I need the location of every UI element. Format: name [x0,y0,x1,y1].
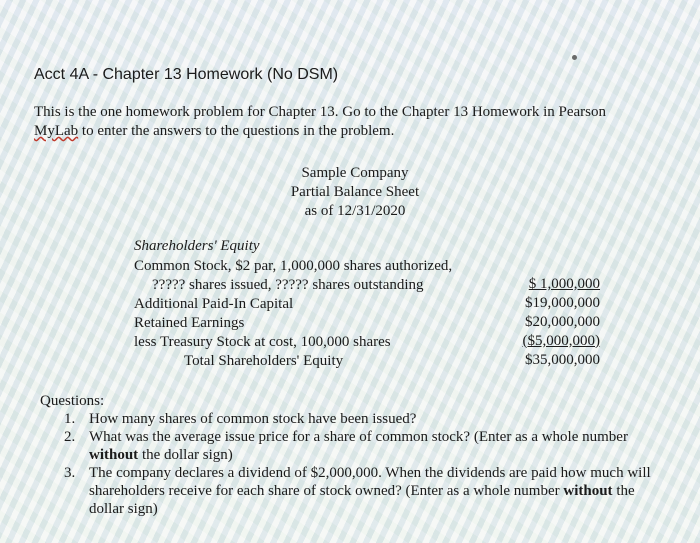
question-number: 1. [64,411,76,427]
equity-heading: Shareholders' Equity [134,238,260,254]
speck-mark [572,55,577,60]
amount-apic: $19,000,000 [525,295,600,311]
question-text-part: The company declares a dividend of $2,000,000. When the dividends are paid how much will shareholders receive for each share of stock owned? (Enter as a whole number [89,465,651,499]
intro-line-1: This is the one homework problem for Chapter 13. Go to the Chapter 13 Homework in Pearson [34,104,606,120]
amount-retained-earnings: $20,000,000 [525,314,600,330]
page-title: Acct 4A - Chapter 13 Homework (No DSM) [34,66,339,83]
company-name: Sample Company [301,165,409,181]
question-3 [64,464,664,518]
question-text-part: the dollar sign) [89,483,635,517]
equity-row-retained-earnings: Retained Earnings [134,315,245,331]
equity-row-shares-issued: ????? shares issued, ????? shares outstanding [152,277,424,293]
equity-row-apic: Additional Paid-In Capital [134,296,294,312]
question-text [89,464,664,518]
mylab-link-text: MyLab [34,123,79,139]
question-1 [64,410,664,428]
equity-row-total: Total Shareholders' Equity [184,353,344,369]
question-text-part: the dollar sign) [138,447,233,463]
question-2 [64,428,664,464]
intro-line-2 [34,122,606,141]
intro-line-2-rest: to enter the answers to the questions in the problem. [78,123,395,139]
amount-common-stock: $ 1,000,000 [528,276,600,292]
question-text-bold: without [89,447,139,463]
questions-title: Questions: [40,393,105,409]
intro-paragraph [34,103,606,141]
question-number: 3. [64,465,76,481]
question-number: 2. [64,429,76,445]
equity-row-treasury-stock: less Treasury Stock at cost, 100,000 shares [134,334,391,350]
amount-total-equity: $35,000,000 [525,352,600,368]
statement-date: as of 12/31/2020 [304,203,406,219]
question-text [89,428,664,464]
statement-name: Partial Balance Sheet [290,184,420,200]
question-text-part: What was the average issue price for a share of common stock? (Enter as a whole number [89,429,628,445]
question-text-part: How many shares of common stock have been issued? [89,411,417,427]
question-text-bold: without [563,483,613,499]
question-text [89,410,664,428]
equity-row-common-stock: Common Stock, $2 par, 1,000,000 shares authorized, [134,258,453,274]
amount-treasury-stock: ($5,000,000) [522,333,600,349]
statement-header [260,164,450,221]
questions-list [64,410,664,518]
